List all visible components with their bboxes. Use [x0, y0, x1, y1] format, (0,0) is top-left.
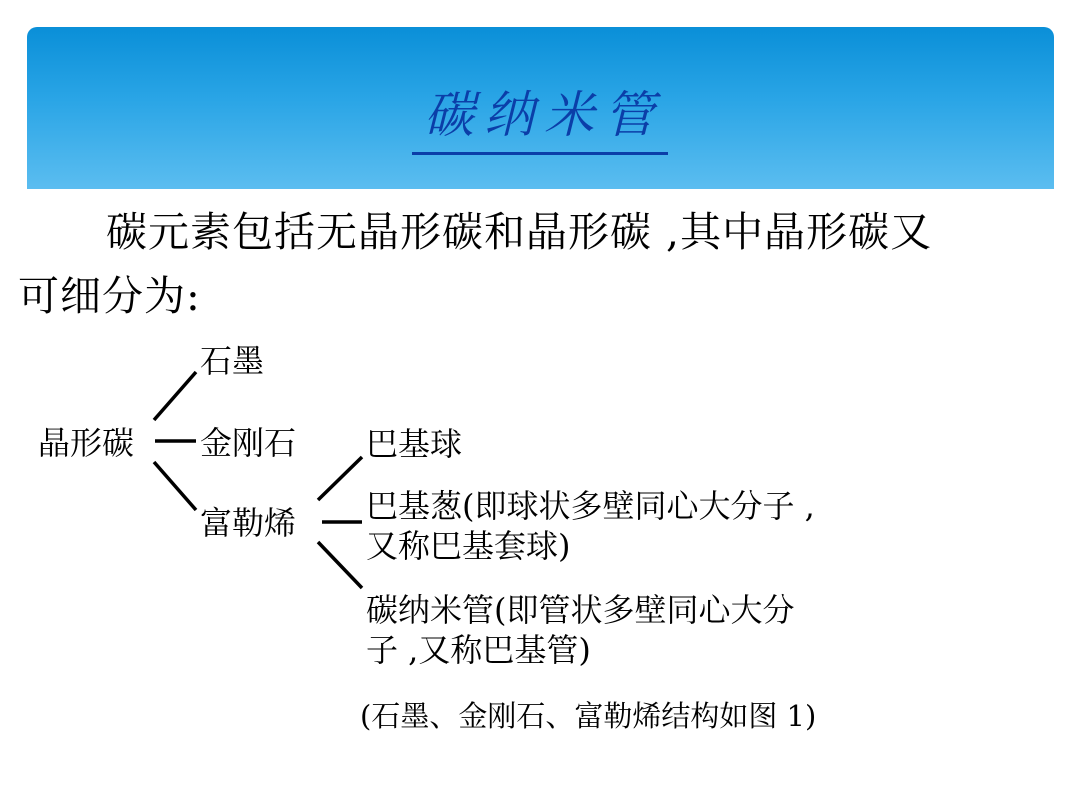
connector-fullerene-nanotube [318, 542, 362, 588]
tree-node-fullerene: 富勒烯 [200, 504, 297, 542]
tree-node-buckyball: 巴基球 [366, 425, 463, 463]
connector-fullerene-buckyball [318, 457, 362, 500]
tree-root-crystalline-carbon: 晶形碳 [38, 424, 135, 462]
tree-node-buckyonion-line-2: 又称巴基套球) [366, 527, 571, 565]
connector-root-fullerene [154, 462, 196, 510]
tree-node-nanotube-line-1: 碳纳米管(即管状多壁同心大分 [366, 591, 795, 629]
slide-title: 碳纳米管 [0, 90, 1080, 140]
tree-node-graphite: 石墨 [200, 342, 265, 380]
connector-root-graphite [154, 372, 196, 420]
tree-node-buckyonion-line-1: 巴基葱(即球状多壁同心大分子 , [366, 487, 815, 525]
figure-note: (石墨、金刚石、富勒烯结构如图 1) [360, 699, 817, 733]
intro-line-2: 可细分为: [18, 272, 201, 320]
tree-node-diamond: 金刚石 [200, 424, 297, 462]
tree-node-nanotube-line-2: 子 ,又称巴基管) [366, 631, 591, 669]
intro-line-1: 碳元素包括无晶形碳和晶形碳 ,其中晶形碳又 [106, 208, 933, 256]
